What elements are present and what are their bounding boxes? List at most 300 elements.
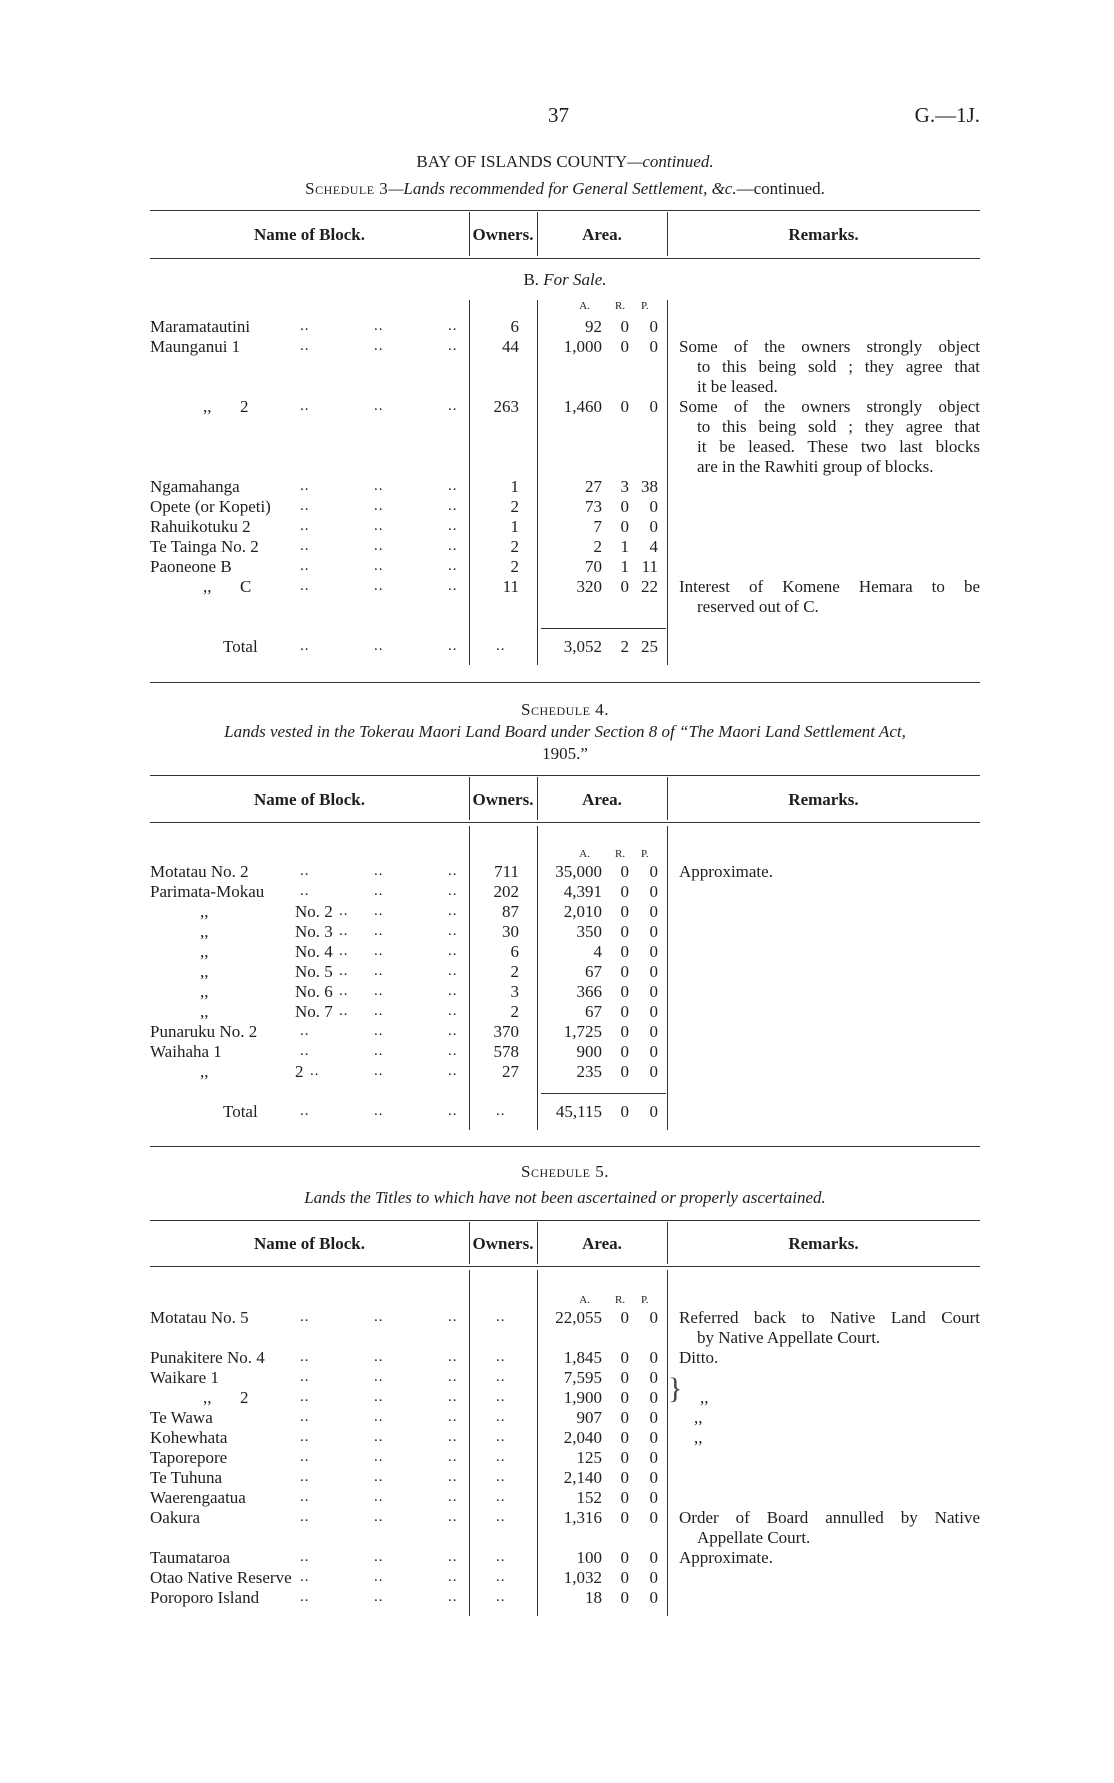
area-acres: 2: [593, 537, 602, 556]
owners-count: ..: [496, 1549, 506, 1565]
leader-dots: ..: [300, 1409, 310, 1425]
leader-dots: ..: [374, 318, 384, 334]
area-acres: 1,845: [563, 1348, 602, 1367]
area-acres: 900: [576, 1042, 602, 1061]
area-roods: 0: [620, 882, 629, 901]
schedule4-total-perches: 0: [649, 1102, 658, 1121]
remark-line: it be leased. These two last blocks: [697, 437, 980, 456]
block-name: Waikare 1: [150, 1368, 219, 1387]
leader-dots: ..: [448, 338, 458, 354]
leader-dots: ..: [339, 963, 349, 979]
area-roods: 0: [620, 1368, 629, 1387]
leader-dots: ..: [448, 1389, 458, 1405]
leader-dots: ..: [374, 338, 384, 354]
remark-line: Ditto.: [679, 1348, 719, 1367]
owners-count: 44: [502, 337, 519, 356]
schedule4-header-bottom-rule: [150, 822, 980, 823]
leader-dots: ..: [300, 883, 310, 899]
schedule5-header-area: Area.: [582, 1234, 622, 1253]
area-roods: 1: [620, 557, 629, 576]
document-reference: G.—1J.: [914, 103, 980, 127]
area-acres: 1,032: [563, 1568, 602, 1587]
leader-dots: ..: [300, 538, 310, 554]
leader-dots: ..: [374, 1309, 384, 1325]
area-acres: 4,391: [563, 882, 602, 901]
leader-dots: ..: [448, 1063, 458, 1079]
leader-dots: ..: [300, 1569, 310, 1585]
block-name: No. 5: [295, 962, 333, 981]
leader-dots: ..: [374, 398, 384, 414]
schedule5-unit-roods: R.: [615, 1294, 626, 1306]
block-name: 2: [240, 397, 249, 416]
schedule4-column-divider: [667, 826, 668, 1130]
schedule3-header-name: Name of Block.: [254, 225, 365, 244]
area-perches: 0: [649, 1022, 658, 1041]
area-acres: 27: [585, 477, 602, 496]
area-perches: 0: [649, 1388, 658, 1407]
remark-line: reserved out of C.: [697, 597, 819, 616]
leader-dots: ..: [374, 1569, 384, 1585]
leader-dots: ..: [300, 1349, 310, 1365]
area-perches: 0: [649, 1002, 658, 1021]
area-acres: 907: [576, 1408, 602, 1427]
owners-count: 202: [493, 882, 519, 901]
block-name: Taumataroa: [150, 1548, 230, 1567]
area-perches: 0: [649, 1062, 658, 1081]
leader-dots: ..: [448, 1023, 458, 1039]
owners-count: ..: [496, 1429, 506, 1445]
schedule3-description: —Lands recommended for General Settlement, &c.: [388, 179, 737, 198]
area-roods: 0: [620, 1022, 629, 1041]
area-roods: 0: [620, 922, 629, 941]
leader-dots: ..: [374, 1469, 384, 1485]
owners-count: ..: [496, 1469, 506, 1485]
area-acres: 4: [593, 942, 602, 961]
area-acres: 100: [576, 1548, 602, 1567]
block-name: Poroporo Island: [150, 1588, 260, 1607]
area-perches: 0: [649, 1548, 658, 1567]
area-acres: 1,460: [563, 397, 602, 416]
area-acres: 366: [576, 982, 602, 1001]
area-roods: 0: [620, 397, 629, 416]
leader-dots: ..: [300, 1449, 310, 1465]
leader-dots: ..: [374, 1023, 384, 1039]
area-perches: 0: [649, 1368, 658, 1387]
owners-count: 2: [510, 1002, 519, 1021]
leader-dots: ..: [448, 1489, 458, 1505]
leader-dots: ..: [374, 1449, 384, 1465]
area-acres: 18: [585, 1588, 602, 1607]
section-title: For Sale.: [543, 270, 607, 289]
block-name: Opete (or Kopeti): [150, 497, 271, 516]
block-name: No. 7: [295, 1002, 333, 1021]
leader-dots: ..: [374, 498, 384, 514]
block-name: No. 4: [295, 942, 333, 961]
leader-dots: ..: [448, 1103, 458, 1119]
area-roods: 0: [620, 1308, 629, 1327]
owners-count: 6: [510, 317, 519, 336]
block-name: Waerengaatua: [150, 1488, 246, 1507]
leader-dots: ..: [300, 863, 310, 879]
area-perches: 4: [649, 537, 658, 556]
schedule5-header-name: Name of Block.: [254, 1234, 365, 1253]
owners-count: ..: [496, 1489, 506, 1505]
owners-count: 2: [510, 962, 519, 981]
leader-dots: ..: [300, 1429, 310, 1445]
leader-dots: ..: [448, 1369, 458, 1385]
area-perches: 0: [649, 1448, 658, 1467]
leader-dots: ..: [300, 318, 310, 334]
schedule3-title: [150, 179, 980, 198]
schedule4-total-owners: ..: [496, 1103, 506, 1119]
block-name: 2: [295, 1062, 304, 1081]
area-acres: 35,000: [555, 862, 602, 881]
leader-dots: ..: [300, 1043, 310, 1059]
area-perches: 0: [649, 962, 658, 981]
remark-line: Referred back to Native Land Court: [679, 1308, 980, 1327]
schedule4-unit-roods: R.: [615, 848, 626, 860]
owners-count: 370: [493, 1022, 519, 1041]
block-name: Paoneone B: [150, 557, 232, 576]
area-acres: 1,900: [563, 1388, 602, 1407]
area-roods: 0: [620, 862, 629, 881]
schedule3-total-perches: 25: [641, 637, 658, 656]
area-acres: 67: [585, 1002, 602, 1021]
leader-dots: ..: [339, 983, 349, 999]
leader-dots: ..: [374, 478, 384, 494]
area-acres: 320: [576, 577, 602, 596]
owners-count: 2: [510, 497, 519, 516]
owners-count: ..: [496, 1509, 506, 1525]
owners-count: 263: [493, 397, 519, 416]
leader-dots: ..: [374, 1509, 384, 1525]
area-roods: 0: [620, 1488, 629, 1507]
schedule3-label: Schedule 3: [305, 179, 389, 198]
leader-dots: ..: [300, 558, 310, 574]
ditto-mark: ,,: [200, 922, 209, 941]
area-roods: 0: [620, 982, 629, 1001]
owners-count: 11: [502, 577, 519, 596]
area-roods: 0: [620, 317, 629, 336]
area-perches: 0: [649, 1408, 658, 1427]
area-roods: 0: [620, 497, 629, 516]
owners-count: 2: [510, 557, 519, 576]
area-roods: 0: [620, 1002, 629, 1021]
area-roods: 0: [620, 902, 629, 921]
area-perches: 38: [641, 477, 658, 496]
schedule3-total-acres: 3,052: [563, 637, 602, 656]
leader-dots: ..: [300, 1103, 310, 1119]
leader-dots: ..: [300, 398, 310, 414]
schedule5-description: Lands the Titles to which have not been ascertained or properly ascertained.: [304, 1188, 826, 1207]
schedule5-header-remarks: Remarks.: [788, 1234, 859, 1253]
schedule3-header-owners: Owners.: [472, 225, 534, 244]
leader-dots: ..: [374, 538, 384, 554]
area-acres: 7,595: [563, 1368, 602, 1387]
leader-dots: ..: [300, 1469, 310, 1485]
schedule5-header-top-rule: [150, 1220, 980, 1221]
owners-count: ..: [496, 1589, 506, 1605]
schedule3-header-area: Area.: [582, 225, 622, 244]
schedule5-title: Schedule 5.: [521, 1162, 609, 1181]
leader-dots: ..: [448, 1549, 458, 1565]
leader-dots: ..: [374, 518, 384, 534]
owners-count: 30: [502, 922, 519, 941]
schedule4-column-divider: [537, 826, 538, 1130]
leader-dots: ..: [339, 943, 349, 959]
owners-count: 1: [510, 477, 519, 496]
area-acres: 2,140: [563, 1468, 602, 1487]
schedule5-unit-perches: P.: [641, 1294, 649, 1306]
area-acres: 70: [585, 557, 602, 576]
remark-line: Order of Board annulled by Native: [679, 1508, 980, 1527]
area-roods: 1: [620, 537, 629, 556]
area-acres: 1,316: [563, 1508, 602, 1527]
leader-dots: ..: [448, 1043, 458, 1059]
ditto-mark: ,,: [200, 1062, 209, 1081]
owners-count: 6: [510, 942, 519, 961]
area-acres: 7: [593, 517, 602, 536]
owners-count: ..: [496, 1409, 506, 1425]
block-name: Punaruku No. 2: [150, 1022, 258, 1041]
leader-dots: ..: [448, 943, 458, 959]
leader-dots: ..: [374, 558, 384, 574]
leader-dots: ..: [300, 498, 310, 514]
remark-line: are in the Rawhiti group of blocks.: [697, 457, 934, 476]
area-perches: 22: [641, 577, 658, 596]
area-roods: 0: [620, 1408, 629, 1427]
area-perches: 0: [649, 1488, 658, 1507]
leader-dots: ..: [374, 1369, 384, 1385]
schedule4-total-rule: [541, 1093, 666, 1094]
leader-dots: ..: [374, 1043, 384, 1059]
schedule3-bottom-rule: [150, 682, 980, 683]
schedule4-unit-acres: A.: [579, 848, 590, 860]
area-perches: 0: [649, 337, 658, 356]
leader-dots: ..: [300, 638, 310, 654]
block-name: Maunganui 1: [150, 337, 241, 356]
schedule3-unit-acres: A.: [579, 300, 590, 312]
owners-count: 711: [494, 862, 519, 881]
schedule4-title: Schedule 4.: [521, 700, 609, 719]
leader-dots: ..: [448, 1469, 458, 1485]
leader-dots: ..: [374, 1349, 384, 1365]
leader-dots: ..: [374, 1589, 384, 1605]
schedule4-total-label: Total: [223, 1102, 258, 1121]
leader-dots: ..: [300, 578, 310, 594]
area-roods: 0: [620, 577, 629, 596]
schedule3-total-label: Total: [223, 637, 258, 656]
area-perches: 0: [649, 982, 658, 1001]
schedule5-column-divider: [537, 1270, 538, 1616]
owners-count: 578: [493, 1042, 519, 1061]
remark-line: Appellate Court.: [697, 1528, 811, 1547]
area-perches: 0: [649, 902, 658, 921]
owners-count: ..: [496, 1449, 506, 1465]
section-label: B.: [523, 270, 540, 289]
remark-line: to this being sold ; they agree that: [697, 417, 980, 436]
block-name: Kohewhata: [150, 1428, 228, 1447]
block-name: Te Tuhuna: [150, 1468, 223, 1487]
area-acres: 125: [576, 1448, 602, 1467]
leader-dots: ..: [300, 1589, 310, 1605]
ditto-mark: ,,: [203, 577, 212, 596]
leader-dots: ..: [448, 1589, 458, 1605]
schedule4-unit-perches: P.: [641, 848, 649, 860]
brace-icon: }: [668, 1372, 683, 1405]
leader-dots: ..: [374, 1389, 384, 1405]
schedule3-total-owners: ..: [496, 638, 506, 654]
leader-dots: ..: [300, 478, 310, 494]
leader-dots: ..: [448, 1509, 458, 1525]
area-perches: 0: [649, 1568, 658, 1587]
leader-dots: ..: [374, 1103, 384, 1119]
area-perches: 0: [649, 317, 658, 336]
remark-line: Some of the owners strongly object: [679, 397, 980, 416]
ditto-mark: ,,: [200, 1002, 209, 1021]
leader-dots: ..: [448, 883, 458, 899]
page-number: 37: [548, 103, 569, 127]
county-continued: —continued.: [627, 152, 714, 171]
area-perches: 0: [649, 497, 658, 516]
schedule4-header-area: Area.: [582, 789, 622, 809]
block-name: Otao Native Reserve: [150, 1568, 292, 1587]
leader-dots: ..: [374, 943, 384, 959]
schedule5-column-divider: [469, 1270, 470, 1616]
area-perches: 0: [649, 1428, 658, 1447]
schedule5-unit-acres: A.: [579, 1294, 590, 1306]
leader-dots: ..: [448, 538, 458, 554]
remark-line: to this being sold ; they agree that: [697, 357, 980, 376]
block-name: C: [240, 577, 252, 596]
schedule4-header-top-rule: [150, 775, 980, 776]
leader-dots: ..: [339, 1003, 349, 1019]
area-perches: 11: [641, 557, 658, 576]
schedule3-unit-roods: R.: [615, 300, 626, 312]
leader-dots: ..: [374, 963, 384, 979]
leader-dots: ..: [448, 903, 458, 919]
county-title: [150, 152, 980, 171]
area-acres: 73: [585, 497, 602, 516]
leader-dots: ..: [448, 1429, 458, 1445]
leader-dots: ..: [374, 983, 384, 999]
area-roods: 0: [620, 1448, 629, 1467]
ditto-mark: ,,: [200, 962, 209, 981]
block-name: Te Tainga No. 2: [150, 537, 259, 556]
schedule4-header-name: Name of Block.: [254, 789, 365, 809]
owners-count: 1: [510, 517, 519, 536]
remark-line: ,,: [694, 1408, 703, 1427]
block-name: Te Wawa: [150, 1408, 213, 1427]
remark-line: Approximate.: [679, 1548, 773, 1567]
leader-dots: ..: [374, 1489, 384, 1505]
schedule5-column-divider: [667, 1270, 668, 1616]
section-heading: [150, 270, 980, 289]
leader-dots: ..: [300, 1309, 310, 1325]
block-name: Ngamahanga: [150, 477, 240, 496]
schedule3-column-divider: [537, 300, 538, 665]
area-acres: 22,055: [555, 1308, 602, 1327]
leader-dots: ..: [448, 638, 458, 654]
area-roods: 0: [620, 1042, 629, 1061]
schedule4-bottom-rule: [150, 1146, 980, 1147]
schedule3-column-divider: [469, 300, 470, 665]
leader-dots: ..: [448, 478, 458, 494]
leader-dots: ..: [448, 578, 458, 594]
leader-dots: ..: [374, 1409, 384, 1425]
area-acres: 2,010: [563, 902, 602, 921]
block-name: Motatau No. 2: [150, 862, 249, 881]
county-name: BAY OF ISLANDS COUNTY: [416, 152, 628, 171]
area-acres: 67: [585, 962, 602, 981]
area-perches: 0: [649, 1042, 658, 1061]
leader-dots: ..: [374, 883, 384, 899]
leader-dots: ..: [448, 1003, 458, 1019]
area-perches: 0: [649, 1348, 658, 1367]
remark-line: Interest of Komene Hemara to be: [679, 577, 980, 596]
leader-dots: ..: [374, 1429, 384, 1445]
area-acres: 1,725: [563, 1022, 602, 1041]
block-name: Oakura: [150, 1508, 201, 1527]
area-perches: 0: [649, 517, 658, 536]
area-perches: 0: [649, 397, 658, 416]
remark-line: by Native Appellate Court.: [697, 1328, 881, 1347]
leader-dots: ..: [300, 1023, 310, 1039]
area-roods: 0: [620, 517, 629, 536]
schedule3-header-bottom-rule: [150, 258, 980, 259]
leader-dots: ..: [448, 983, 458, 999]
area-roods: 0: [620, 962, 629, 981]
leader-dots: ..: [374, 1003, 384, 1019]
owners-count: ..: [496, 1309, 506, 1325]
area-perches: 0: [649, 922, 658, 941]
leader-dots: ..: [448, 863, 458, 879]
area-roods: 0: [620, 1388, 629, 1407]
area-roods: 0: [620, 1348, 629, 1367]
leader-dots: ..: [374, 863, 384, 879]
schedule3-total-rule: [541, 628, 666, 629]
schedule3-unit-perches: P.: [641, 300, 649, 312]
leader-dots: ..: [339, 903, 349, 919]
leader-dots: ..: [300, 1369, 310, 1385]
schedule4-column-divider: [469, 826, 470, 1130]
area-roods: 3: [620, 477, 629, 496]
block-name: Taporepore: [150, 1448, 228, 1467]
leader-dots: ..: [339, 923, 349, 939]
owners-count: 3: [510, 982, 519, 1001]
owners-count: ..: [496, 1569, 506, 1585]
owners-count: 2: [510, 537, 519, 556]
remark-line: Some of the owners strongly object: [679, 337, 980, 356]
leader-dots: ..: [300, 1549, 310, 1565]
remark-line: Approximate.: [679, 862, 773, 881]
area-perches: 0: [649, 1508, 658, 1527]
schedule4-header-owners: Owners.: [472, 789, 534, 809]
leader-dots: ..: [448, 963, 458, 979]
owners-count: ..: [496, 1389, 506, 1405]
area-roods: 0: [620, 942, 629, 961]
block-name: Waihaha 1: [150, 1042, 222, 1061]
area-roods: 0: [620, 1548, 629, 1567]
area-roods: 0: [620, 1508, 629, 1527]
area-roods: 0: [620, 337, 629, 356]
leader-dots: ..: [374, 1063, 384, 1079]
remark-line: ,,: [700, 1388, 709, 1407]
area-acres: 1,000: [563, 337, 602, 356]
schedule3-header-remarks: Remarks.: [788, 225, 859, 244]
area-roods: 0: [620, 1062, 629, 1081]
area-perches: 0: [649, 862, 658, 881]
